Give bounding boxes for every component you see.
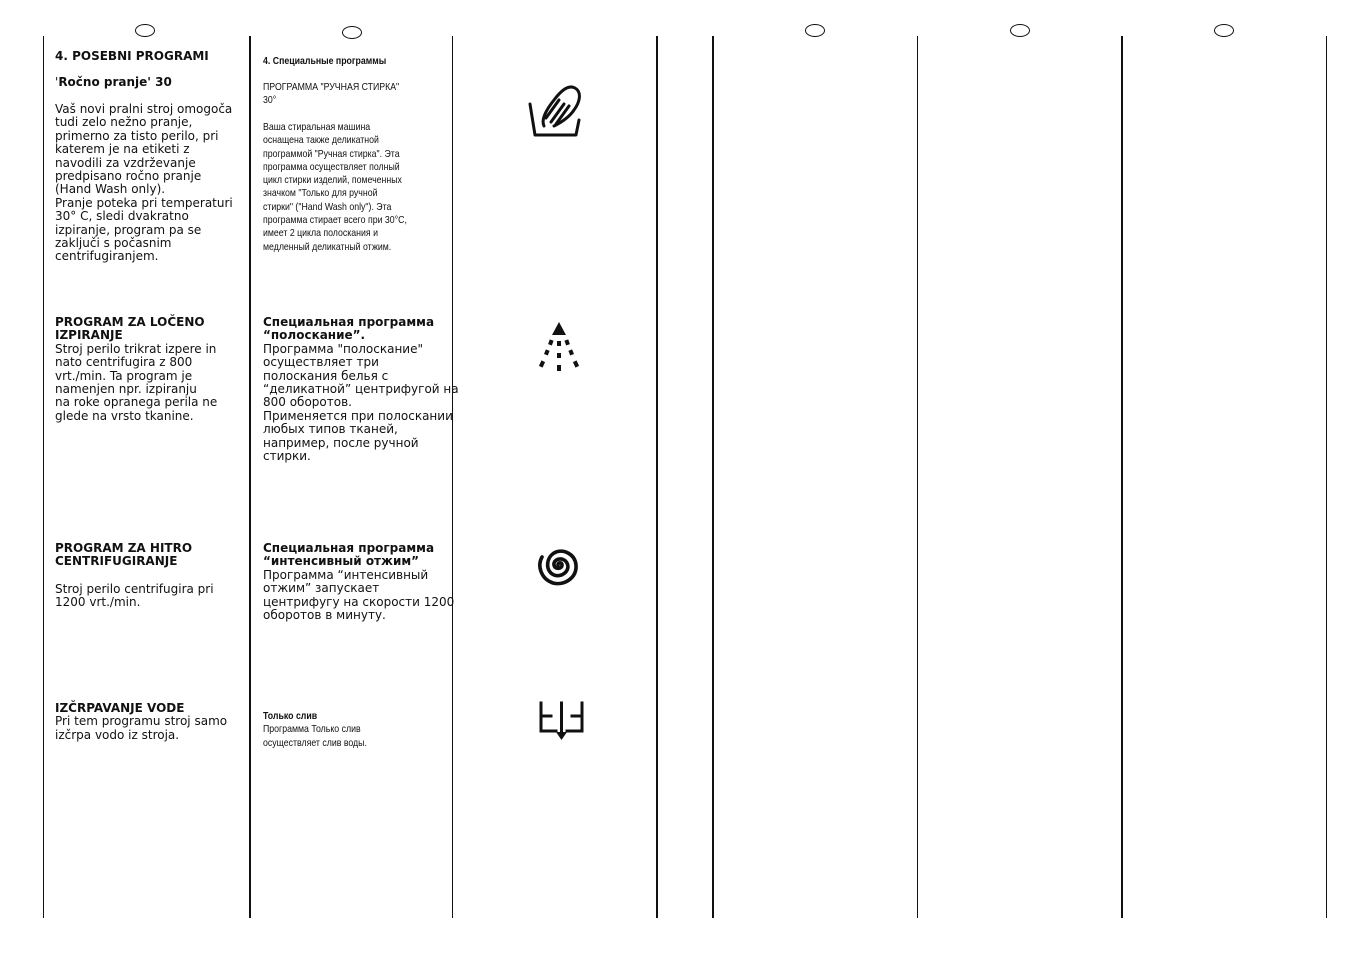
slovenian-hand-wash-title bbox=[55, 76, 172, 89]
slovenian-spin-section bbox=[55, 542, 214, 610]
russian-rinse-title: Специальная программа “полоскание”. bbox=[263, 315, 435, 343]
slovenian-rinse-section bbox=[55, 316, 217, 423]
language-marker-oval bbox=[805, 24, 825, 37]
slovenian-drain-section bbox=[55, 702, 227, 742]
slovenian-hand-wash-body: Vaš novi pralni stroj omogoča tudi zelo nežno pranje, primerno za tisto perilo, pri katerem je na etiketi z navodili za vzdrževanje predpisano ročno pranje (Hand Wash only). Pranje poteka pri temperaturi 30° C, sledi dvakratno izpiranje, program pa se zaključi s počasnim centrifugiranjem. bbox=[55, 102, 233, 264]
slovenian-rinse-body: Stroj perilo trikrat izpere in nato centrifugira z 800 vrt./min. Ta program je namenjen npr. izpiranju na roke opranega perila ne glede na vrsto tkanine. bbox=[55, 341, 218, 423]
spin-spiral-icon bbox=[530, 538, 586, 592]
section-title-text: 4. POSEBNI PROGRAMI bbox=[55, 49, 209, 63]
column-divider bbox=[656, 36, 658, 918]
russian-spin-title: Специальная программа “интенсивный отжим” bbox=[263, 541, 435, 569]
slovenian-drain-title: IZČRPAVANJE VODE bbox=[55, 701, 185, 715]
column-divider bbox=[43, 36, 44, 918]
russian-drain-section bbox=[263, 710, 367, 750]
russian-drain-body: Программа Только слив осуществляет слив воды. bbox=[263, 724, 367, 749]
language-marker-oval bbox=[342, 26, 362, 39]
russian-spin-section bbox=[263, 542, 454, 622]
column-divider bbox=[712, 36, 714, 918]
slovenian-section-title bbox=[55, 50, 209, 63]
russian-drain-title: Только слив bbox=[263, 711, 318, 722]
column-divider bbox=[1121, 36, 1123, 918]
russian-section-title bbox=[263, 55, 386, 68]
russian-rinse-body: Программа "полоскание" осуществляет три полоскания белья с “деликатной” центрифугой на 800 оборотов. Применяется при полоскании любых типов тканей, например, после ручной стирки. bbox=[263, 341, 459, 464]
title-bold: Ročno pranje bbox=[58, 75, 148, 89]
russian-hand-wash-body: Ваша стиральная машина оснащена также деликатной программой "Ручная стирка". Эта программа осуществляет полный цикл стирки изделий, помеченных значком "Только для ручной стирки" ("Hand Wash only"). Эта программа стирает всего при 30°С, имеет 2 цикла полоскания и медленный деликатный отжим. bbox=[263, 122, 407, 253]
slovenian-drain-body: Pri tem programu stroj samo izčrpa vodo iz stroja. bbox=[55, 714, 228, 742]
language-marker-oval bbox=[1010, 24, 1030, 37]
title-prefix: ' bbox=[55, 75, 59, 89]
rinse-shower-icon bbox=[535, 320, 585, 375]
column-divider bbox=[452, 36, 453, 918]
drain-icon bbox=[537, 699, 587, 743]
russian-spin-body: Программа “интенсивный отжим” запускает центрифугу на скорости 1200 оборотов в минуту. bbox=[263, 567, 455, 623]
hand-wash-icon bbox=[524, 80, 586, 142]
title-suffix: ' 30 bbox=[147, 75, 172, 89]
column-divider bbox=[917, 36, 918, 918]
language-marker-oval bbox=[1214, 24, 1234, 37]
column-divider bbox=[1326, 36, 1327, 918]
slovenian-rinse-title: PROGRAM ZA LOČENO IZPIRANJE bbox=[55, 315, 205, 343]
slovenian-spin-body: Stroj perilo centrifugira pri 1200 vrt./min. bbox=[55, 581, 214, 610]
russian-rinse-section bbox=[263, 316, 459, 463]
column-divider bbox=[249, 36, 251, 918]
language-marker-oval bbox=[135, 24, 155, 37]
section-title-text: 4. Специальные программы bbox=[263, 56, 387, 67]
slovenian-spin-title: PROGRAM ZA HITRO CENTRIFUGIRANJE bbox=[55, 541, 193, 569]
russian-hand-wash-title: ПРОГРАММА "РУЧНАЯ СТИРКА" 30° bbox=[263, 82, 400, 107]
